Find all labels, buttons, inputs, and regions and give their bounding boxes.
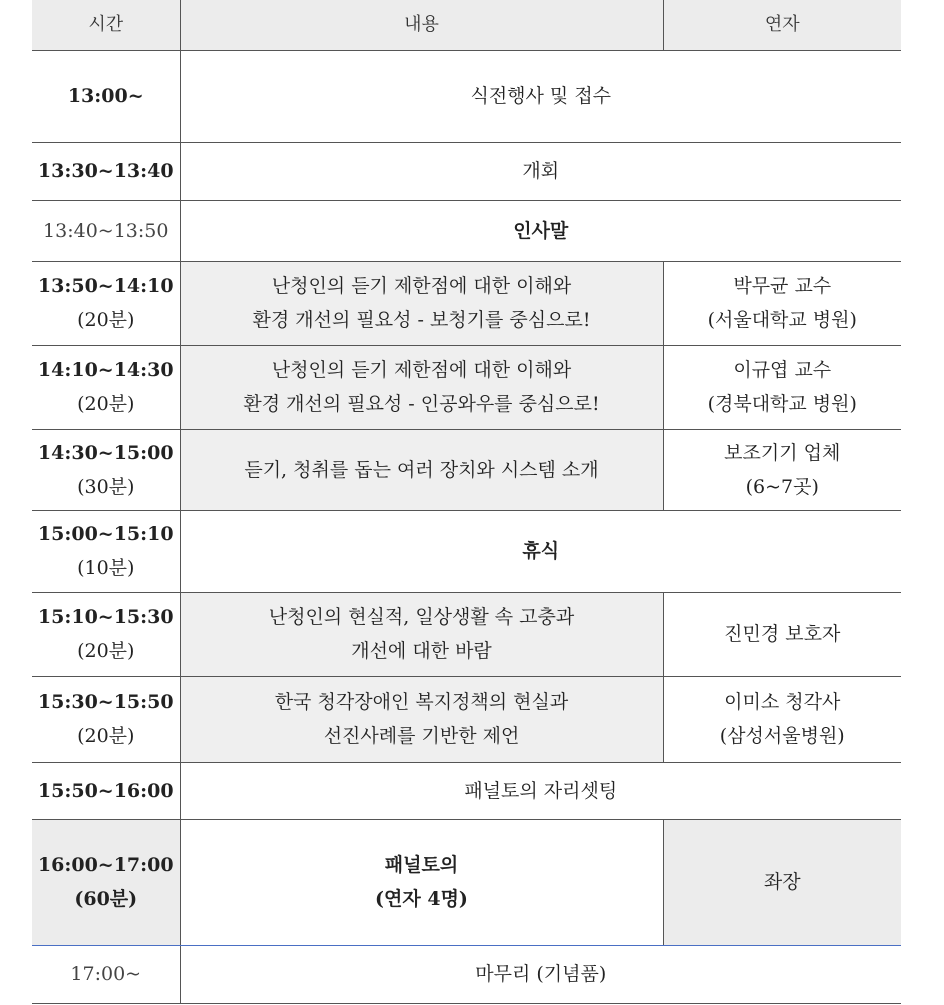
table-row	[32, 345, 901, 429]
table-row	[32, 592, 901, 676]
row-speaker	[663, 676, 901, 762]
table-row	[32, 510, 901, 592]
row-time	[32, 592, 180, 676]
row-time	[32, 261, 180, 345]
row-time	[32, 762, 180, 819]
table-row	[32, 762, 901, 819]
speaker-affiliation: (경북대학교 병원)	[707, 393, 857, 415]
row-content: 식전행사 및 접수	[180, 50, 901, 142]
table-row	[32, 819, 901, 945]
row-duration: (20분)	[77, 640, 135, 662]
header-content: 내용	[180, 0, 663, 50]
row-speaker	[663, 429, 901, 510]
row-content: 마무리 (기념품)	[180, 945, 901, 1003]
speaker-name: 보조기기 업체	[724, 441, 841, 464]
row-content: 패널토의 자리셋팅	[180, 762, 901, 819]
row-content-line: 난청인의 현실적, 일상생활 속 고충과	[268, 606, 575, 628]
row-time-text: 13:50~14:10	[37, 275, 174, 297]
row-content: 개회	[180, 142, 901, 200]
row-time-text: 15:50~16:00	[37, 779, 174, 802]
table-row	[32, 945, 901, 1003]
row-content: 인사말	[180, 200, 901, 261]
row-time-text: 14:30~15:00	[37, 441, 174, 464]
row-time	[32, 429, 180, 510]
header-speaker: 연자	[663, 0, 901, 50]
row-speaker	[663, 345, 901, 429]
row-time-text: 14:10~14:30	[37, 359, 174, 381]
row-content	[180, 819, 663, 945]
row-time	[32, 510, 180, 592]
row-content-line: 선진사례를 기반한 제언	[323, 725, 520, 747]
row-duration: (60분)	[74, 888, 138, 910]
speaker-affiliation: (서울대학교 병원)	[707, 309, 857, 331]
table-row	[32, 429, 901, 510]
row-duration: (20분)	[77, 393, 135, 415]
row-content-line: (연자 4명)	[375, 888, 468, 910]
row-content	[180, 676, 663, 762]
schedule-table	[32, 0, 901, 1004]
table-row	[32, 200, 901, 261]
speaker-affiliation: (6~7곳)	[745, 475, 819, 498]
row-content	[180, 592, 663, 676]
row-speaker	[663, 261, 901, 345]
row-content-line: 개선에 대한 바람	[351, 640, 492, 662]
row-time-text: 15:00~15:10	[37, 523, 174, 545]
row-time	[32, 345, 180, 429]
row-content-line: 환경 개선의 필요성 - 보청기를 중심으로!	[252, 309, 591, 331]
row-content: 휴식	[180, 510, 901, 592]
speaker-affiliation: (삼성서울병원)	[719, 725, 845, 747]
row-speaker: 진민경 보호자	[663, 592, 901, 676]
row-time: 13:00~	[32, 50, 180, 142]
row-content-line: 한국 청각장애인 복지정책의 현실과	[274, 691, 569, 713]
row-content: 듣기, 청취를 돕는 여러 장치와 시스템 소개	[180, 429, 663, 510]
row-time	[32, 819, 180, 945]
table-row	[32, 261, 901, 345]
row-duration: (20분)	[77, 725, 135, 747]
row-time-text: 16:00~17:00	[37, 854, 174, 876]
row-time: 13:40~13:50	[32, 200, 180, 261]
row-duration: (10분)	[77, 557, 135, 579]
row-time	[32, 676, 180, 762]
row-content-line: 난청인의 듣기 제한점에 대한 이해와	[271, 359, 572, 381]
row-content	[180, 345, 663, 429]
table-header-row	[32, 0, 901, 50]
row-time-text: 15:30~15:50	[37, 691, 174, 713]
row-time-text: 15:10~15:30	[37, 606, 174, 628]
header-time: 시간	[32, 0, 180, 50]
row-content-line: 난청인의 듣기 제한점에 대한 이해와	[271, 275, 572, 297]
row-content-line: 환경 개선의 필요성 - 인공와우를 중심으로!	[243, 393, 600, 415]
row-time: 17:00~	[32, 945, 180, 1003]
speaker-name: 박무균 교수	[733, 275, 832, 297]
row-speaker: 좌장	[663, 819, 901, 945]
speaker-name: 이미소 청각사	[724, 691, 841, 713]
table-row	[32, 50, 901, 142]
speaker-name: 이규엽 교수	[733, 359, 832, 381]
row-content	[180, 261, 663, 345]
table-row	[32, 142, 901, 200]
row-time-text: 13:30~13:40	[37, 160, 174, 182]
row-content-line: 패널토의	[384, 854, 459, 876]
row-duration: (30분)	[77, 475, 135, 498]
table-row	[32, 676, 901, 762]
row-duration: (20분)	[77, 309, 135, 331]
row-time	[32, 142, 180, 200]
